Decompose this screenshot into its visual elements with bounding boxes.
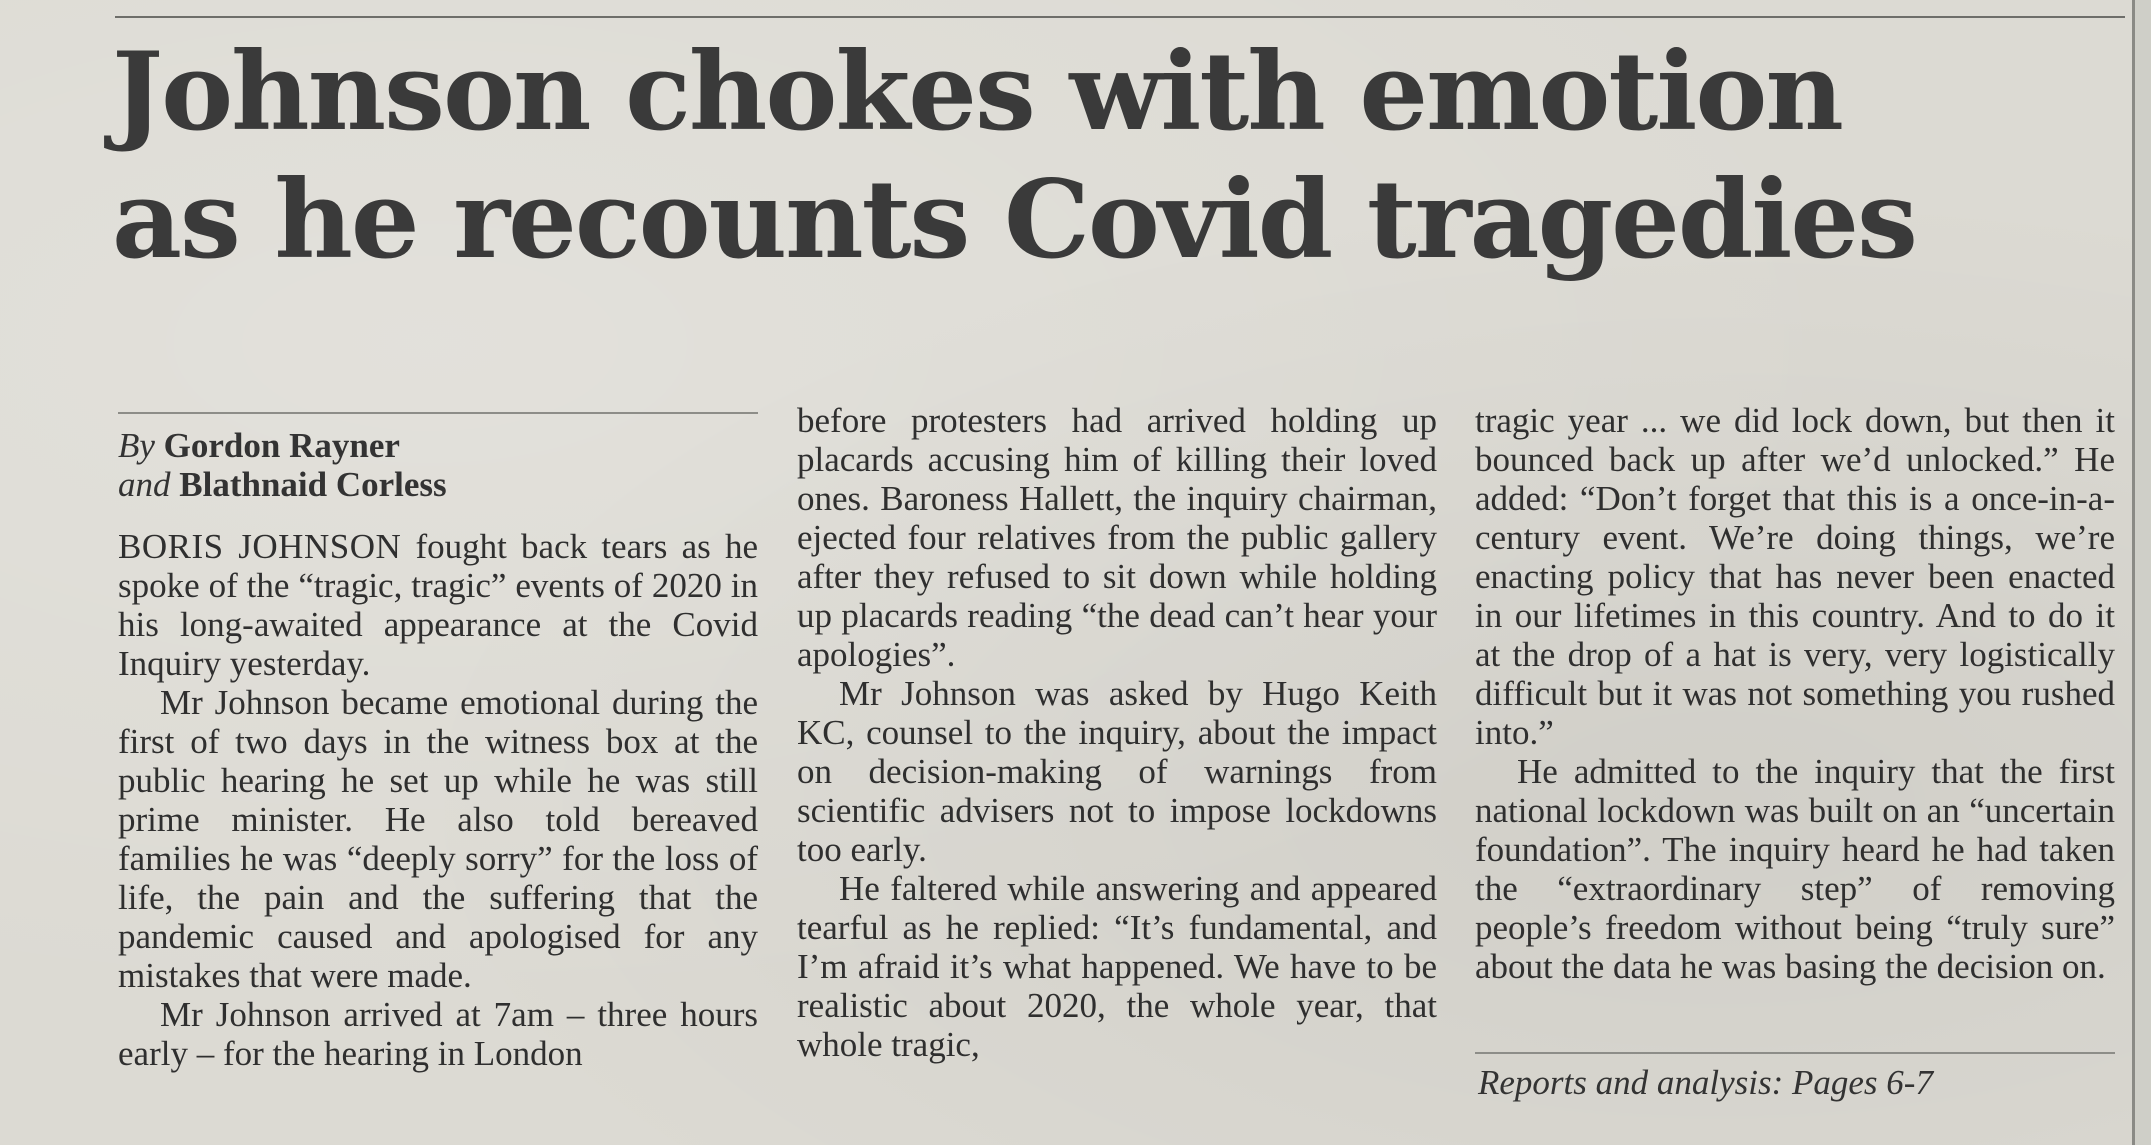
byline xyxy=(118,426,758,504)
right-border xyxy=(2132,0,2135,1145)
column2-paragraph-3: He faltered while answering and appeared tearful as he replied: “It’s fundamental, and I’m afraid it’s what happened. We have to be realistic about 2020, the whole year, that whole tragic, xyxy=(797,869,1437,1064)
column3-paragraph-1: tragic year ... we did lock down, but then it bounced back up after we’d unlocked.” He added: “Don’t forget that this is a once-in-a-century event. We’re doing things, we’re enacting policy that has never been enacted in our lifetimes in this country. And to do it at the drop of a hat is very, very logistically difficult but it was not something you rushed into.” xyxy=(1475,401,2115,752)
top-rule xyxy=(115,16,2125,18)
article-column-3 xyxy=(1475,401,2115,986)
headline xyxy=(112,28,2112,284)
column3-paragraph-2: He admitted to the inquiry that the first national lockdown was built on an “uncertain foundation”. The inquiry heard he had taken the “extraordinary step” of removing people’s freedom without being “truly sure” about the data he was basing the decision on. xyxy=(1475,752,2115,986)
column1-paragraph-3: Mr Johnson arrived at 7am – three hours early – for the hearing in London xyxy=(118,995,758,1073)
author-name-2: Blathnaid Corless xyxy=(179,465,447,504)
headline-line-1: Johnson chokes with emotion xyxy=(112,29,1842,155)
byline-line-1 xyxy=(118,426,758,465)
byline-by: By xyxy=(118,426,155,465)
lead-caps: BORIS JOHNSON xyxy=(118,527,402,566)
byline-line-2 xyxy=(118,465,758,504)
lead-text: fought back tears as he spoke of the “tragic, tragic” events of 2020 in his long-awaited appearance at the Covid Inquiry yesterday. xyxy=(118,527,758,683)
column2-paragraph-1: before protesters had arrived holding up placards accusing him of killing their loved ones. Baroness Hallett, the inquiry chairman, ejected four relatives from the public gallery after they refused to sit down while holding up placards reading “the dead can’t hear your apologies”. xyxy=(797,401,1437,674)
headline-line-2: as he recounts Covid tragedies xyxy=(112,157,1916,283)
lead-paragraph xyxy=(118,527,758,683)
page-edge xyxy=(2135,0,2151,1145)
article-column-2 xyxy=(797,401,1437,1064)
article-column-1 xyxy=(118,527,758,1073)
reports-reference: Reports and analysis: Pages 6-7 xyxy=(1478,1063,1933,1102)
column1-paragraph-2: Mr Johnson became emotional during the first of two days in the witness box at the public hearing he set up while he was still prime minister. He also told bereaved families he was “deeply sorry” for the loss of life, the pain and the suffering that the pandemic caused and apologised for any mistakes that were made. xyxy=(118,683,758,995)
column2-paragraph-2: Mr Johnson was asked by Hugo Keith KC, counsel to the inquiry, about the impact on decision-making of warnings from scientific advisers not to impose lockdowns too early. xyxy=(797,674,1437,869)
author-name-1: Gordon Rayner xyxy=(163,426,400,465)
footer-rule xyxy=(1475,1052,2115,1054)
byline-and: and xyxy=(118,465,171,504)
byline-rule xyxy=(118,412,758,414)
